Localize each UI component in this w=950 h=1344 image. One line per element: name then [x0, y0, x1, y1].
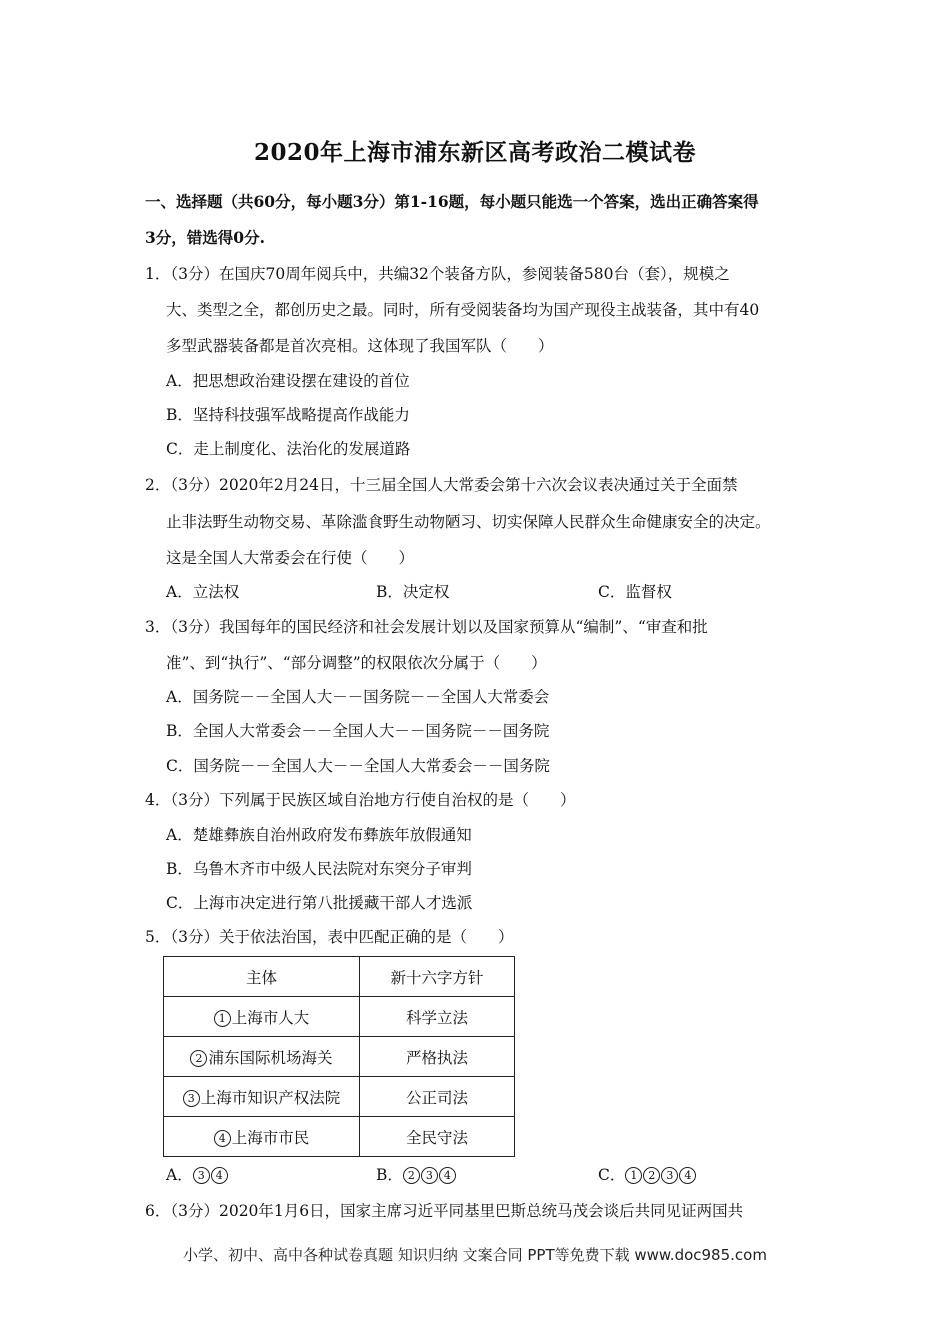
- q4-option-a[interactable]: A．楚雄彝族自治州政府发布彝族年放假通知: [166, 826, 472, 844]
- table-header-cell: 新十六字方针: [360, 957, 515, 997]
- q2-stem-cont: 止非法野生动物交易、革除滥食野生动物陋习、切实保障人民群众生命健康安全的决定。: [166, 513, 771, 531]
- q2-stem-cont: 这是全国人大常委会在行使（ ）: [166, 549, 415, 567]
- section-heading: 一、选择题（共60分，每小题3分）第1-16题，每小题只能选一个答案，选出正确答案得: [145, 192, 759, 211]
- table-cell-policy: 科学立法: [360, 997, 515, 1037]
- q3-option-a[interactable]: A．国务院－－全国人大－－国务院－－全国人大常委会: [166, 688, 550, 706]
- option-letter: A．: [166, 1166, 193, 1184]
- option-letter: B．: [376, 1166, 403, 1184]
- q5-option-b[interactable]: [376, 1163, 457, 1185]
- circled-number: 3: [183, 1090, 200, 1107]
- subject-text: 上海市人大: [231, 1008, 310, 1027]
- page-title: 2020年上海市浦东新区高考政治二模试卷: [253, 139, 696, 166]
- circled-number: 1: [214, 1010, 231, 1027]
- q1-option-b[interactable]: B．坚持科技强军战略提高作战能力: [166, 406, 410, 424]
- table-cell-subject: [164, 1037, 360, 1077]
- q4-option-c[interactable]: C．上海市决定进行第八批援藏干部人才选派: [166, 894, 473, 912]
- q5-stem: 5．（3分）关于依法治国，表中匹配正确的是（ ）: [145, 928, 514, 946]
- table-cell-policy: 公正司法: [360, 1077, 515, 1117]
- q1-stem: 1．（3分）在国庆70周年阅兵中，共编32个装备方队，参阅装备580台（套），规模之: [145, 265, 730, 283]
- q1-stem-cont: 大、类型之全，都创历史之最。同时，所有受阅装备均为国产现役主战装备，其中有40: [166, 301, 760, 319]
- table-row: [164, 997, 515, 1037]
- q5-option-a[interactable]: [166, 1163, 229, 1185]
- table-row: [164, 1077, 515, 1117]
- table-header-cell: 主体: [164, 957, 360, 997]
- circled-number: 4: [214, 1130, 231, 1147]
- q6-stem: 6．（3分）2020年1月6日，国家主席习近平同基里巴斯总统马茂会谈后共同见证两国共: [145, 1202, 744, 1220]
- table-cell-subject: [164, 1117, 360, 1157]
- table-cell-subject: [164, 997, 360, 1037]
- circled-number: 1: [625, 1167, 642, 1184]
- circled-number: 3: [421, 1167, 438, 1184]
- q4-stem: 4．（3分）下列属于民族区域自治地方行使自治权的是（ ）: [145, 791, 576, 809]
- q2-stem: 2．（3分）2020年2月24日，十三届全国人大常委会第十六次会议表决通过关于全面禁: [145, 476, 738, 494]
- q4-option-b[interactable]: B．乌鲁木齐市中级人民法院对东突分子审判: [166, 860, 472, 878]
- table-cell-policy: 严格执法: [360, 1037, 515, 1077]
- table-header-row: [164, 957, 515, 997]
- q3-stem-cont: 准”、到“执行”、“部分调整”的权限依次分属于（ ）: [166, 654, 547, 672]
- subject-text: 上海市知识产权法院: [200, 1088, 341, 1107]
- subject-text: 上海市市民: [231, 1128, 310, 1147]
- page-footer: 小学、初中、高中各种试卷真题 知识归纳 文案合同 PPT等免费下载 www.doc985.com: [183, 1246, 767, 1264]
- q3-option-c[interactable]: C．国务院－－全国人大－－全国人大常委会－－国务院: [166, 757, 550, 775]
- q2-option-b[interactable]: B．决定权: [376, 583, 450, 601]
- table-row: [164, 1117, 515, 1157]
- q2-option-a[interactable]: A．立法权: [166, 583, 240, 601]
- section-heading-cont: 3分，错选得0分.: [145, 228, 265, 247]
- table-row: [164, 1037, 515, 1077]
- circled-number: 2: [403, 1167, 420, 1184]
- table-cell-subject: [164, 1077, 360, 1117]
- subject-text: 浦东国际机场海关: [208, 1048, 333, 1067]
- circled-number: 3: [661, 1167, 678, 1184]
- circled-number: 4: [679, 1167, 696, 1184]
- q3-stem: 3．（3分）我国每年的国民经济和社会发展计划以及国家预算从“编制”、“审查和批: [145, 618, 708, 636]
- q1-option-c[interactable]: C．走上制度化、法治化的发展道路: [166, 440, 411, 458]
- q2-option-c[interactable]: C．监督权: [598, 583, 672, 601]
- circled-number: 4: [439, 1167, 456, 1184]
- option-letter: C．: [598, 1166, 626, 1184]
- q1-option-a[interactable]: A．把思想政治建设摆在建设的首位: [166, 372, 410, 390]
- table-cell-policy: 全民守法: [360, 1117, 515, 1157]
- circled-number: 2: [643, 1167, 660, 1184]
- circled-number: 4: [211, 1167, 228, 1184]
- q1-stem-cont: 多型武器装备都是首次亮相。这体现了我国军队（ ）: [166, 337, 554, 355]
- q5-table: [163, 956, 515, 1157]
- q5-option-c[interactable]: [598, 1163, 697, 1185]
- circled-number: 2: [190, 1050, 207, 1067]
- q3-option-b[interactable]: B．全国人大常委会－－全国人大－－国务院－－国务院: [166, 722, 550, 740]
- circled-number: 3: [193, 1167, 210, 1184]
